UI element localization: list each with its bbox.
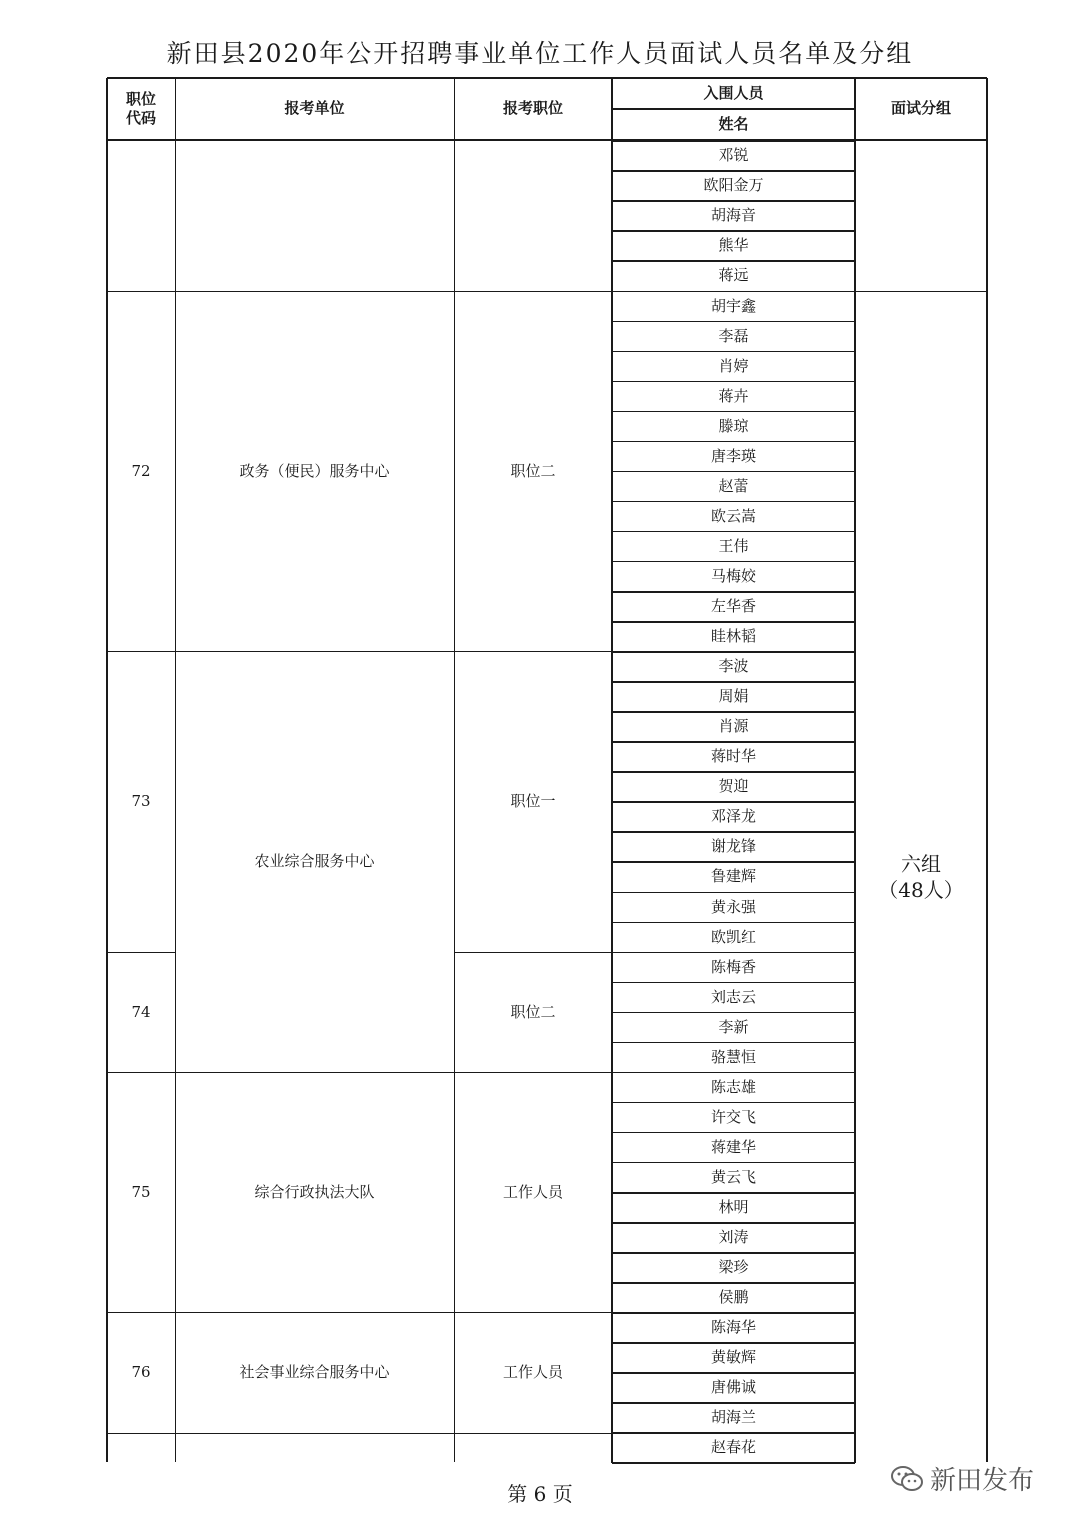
wechat-icon [890,1464,924,1494]
table-rule [612,1012,855,1014]
list-item-name: 肖源 [718,717,749,736]
list-item-name: 肖婷 [718,356,749,375]
table-rule [612,501,855,503]
table-rule [612,1402,855,1404]
list-item-name: 邓锐 [718,146,749,165]
list-item-name: 刘志云 [710,987,756,1006]
table-rule [612,1192,855,1194]
table-rule [612,1312,855,1314]
list-item-name: 黄云飞 [710,1167,756,1186]
table-rule [612,1042,855,1044]
position-title: 职位二 [510,461,556,480]
table-rule [612,411,855,413]
list-item-name: 胡海兰 [710,1408,756,1427]
employer-unit: 农业综合服务中心 [254,852,375,871]
table-rule [106,78,108,1462]
position-code: 76 [131,1363,151,1382]
position-title: 职位一 [510,792,556,811]
list-item-name: 黄敏辉 [710,1348,756,1367]
page-number: 第 6 页 [507,1482,573,1506]
table-rule [612,591,855,593]
table-rule [454,78,455,1462]
list-item-name: 骆慧恒 [710,1047,756,1066]
list-item-name: 黄永强 [710,897,756,916]
list-item-name: 蒋卉 [718,386,749,405]
table-rule [612,1342,855,1344]
table-rule [612,170,855,172]
table-rule [612,922,855,924]
position-code: 73 [131,792,151,811]
table-rule [986,78,988,1462]
table-rule [611,78,613,1463]
table-rule [612,321,855,323]
header-code [107,78,175,140]
table-rule [612,140,855,142]
list-item-name: 欧云嵩 [710,506,756,525]
list-item-name: 鲁建辉 [710,867,756,886]
table-rule [612,1222,855,1224]
list-item-name: 陈海华 [710,1318,756,1337]
list-item-name: 陈梅香 [710,957,756,976]
position-title: 工作人员 [502,1182,563,1201]
table-rule [612,681,855,683]
table-rule [612,441,855,443]
list-item-name: 熊华 [718,236,749,255]
list-item-name: 马梅姣 [710,566,756,585]
watermark [890,1460,1034,1497]
header-name: 姓名 [718,114,749,133]
employer-unit: 政务（便民）服务中心 [239,461,390,480]
table-rule [854,78,856,1463]
list-item-name: 李磊 [718,326,749,345]
table-rule [612,1432,855,1434]
table-rule [612,1132,855,1134]
table-rule [612,861,855,863]
group-label: 六组 [901,851,941,876]
list-item-name: 刘涛 [718,1228,749,1247]
table-rule [612,1072,855,1074]
table-rule [612,982,855,984]
table-rule [612,260,855,262]
document-title: 新田县2020年公开招聘事业单位工作人员面试人员名单及分组 [166,39,914,68]
table-rule [175,78,176,1462]
table-rule [612,711,855,713]
interview-group [855,291,987,1462]
table-rule [612,1102,855,1104]
list-item-name: 蒋时华 [710,747,756,766]
list-item-name: 蒋远 [718,266,749,285]
table-rule [612,801,855,803]
header-code-label: 职位代码 [125,89,156,127]
table-rule [612,952,855,954]
table-rule [612,1372,855,1374]
list-item-name: 唐佛诚 [710,1378,756,1397]
list-item-name: 眭林韬 [710,627,756,646]
table-rule [612,230,855,232]
position-title: 职位二 [510,1002,556,1021]
list-item-name: 王伟 [718,536,749,555]
table-rule [612,1462,855,1464]
list-item-name: 林明 [718,1198,749,1217]
list-item-name: 许交飞 [710,1107,756,1126]
list-item-name: 唐李瑛 [710,446,756,465]
list-item-name: 胡宇鑫 [710,296,756,315]
table-rule [612,531,855,533]
list-item-name: 胡海音 [710,206,756,225]
table-rule [612,471,855,473]
employer-unit: 综合行政执法大队 [254,1182,375,1201]
table-rule [612,1162,855,1164]
header-shortlisted: 入围人员 [703,83,764,102]
table-rule [612,651,855,653]
table-rule [612,561,855,563]
table-rule [612,1282,855,1284]
list-item-name: 蒋建华 [710,1137,756,1156]
group-count: （48人） [878,877,964,902]
table-rule [612,200,855,202]
table-rule [612,108,855,110]
header-group: 面试分组 [890,99,951,118]
position-code: 75 [131,1182,151,1201]
table-rule [612,771,855,773]
table-rule [612,1252,855,1254]
list-item-name: 谢龙锋 [710,837,756,856]
table-rule [612,381,855,383]
list-item-name: 梁珍 [718,1258,749,1277]
position-code: 72 [131,461,151,480]
list-item-name: 滕琼 [718,416,749,435]
watermark-text: 新田发布 [930,1466,1035,1496]
table-rule [612,621,855,623]
table-rule [612,892,855,894]
header-position: 报考职位 [502,99,563,118]
table-rule [612,741,855,743]
list-item-name: 赵春花 [710,1438,756,1457]
list-item-name: 周娟 [718,687,749,706]
employer-unit: 社会事业综合服务中心 [239,1363,390,1382]
list-item-name: 左华香 [710,597,756,616]
list-item-name: 侯鹏 [718,1288,749,1307]
table-rule [612,831,855,833]
list-item-name: 欧凯红 [710,927,756,946]
list-item-name: 贺迎 [718,777,749,796]
list-item-name: 赵蕾 [718,476,749,495]
list-item-name: 欧阳金万 [703,176,764,195]
list-item-name: 陈志雄 [710,1077,756,1096]
table-rule [612,351,855,353]
list-item-name: 李新 [718,1017,749,1036]
position-code: 74 [131,1002,151,1021]
position-title: 工作人员 [502,1363,563,1382]
list-item-name: 邓泽龙 [710,807,756,826]
list-item-name: 李波 [718,657,749,676]
table-rule [612,291,855,293]
header-unit: 报考单位 [284,99,345,118]
